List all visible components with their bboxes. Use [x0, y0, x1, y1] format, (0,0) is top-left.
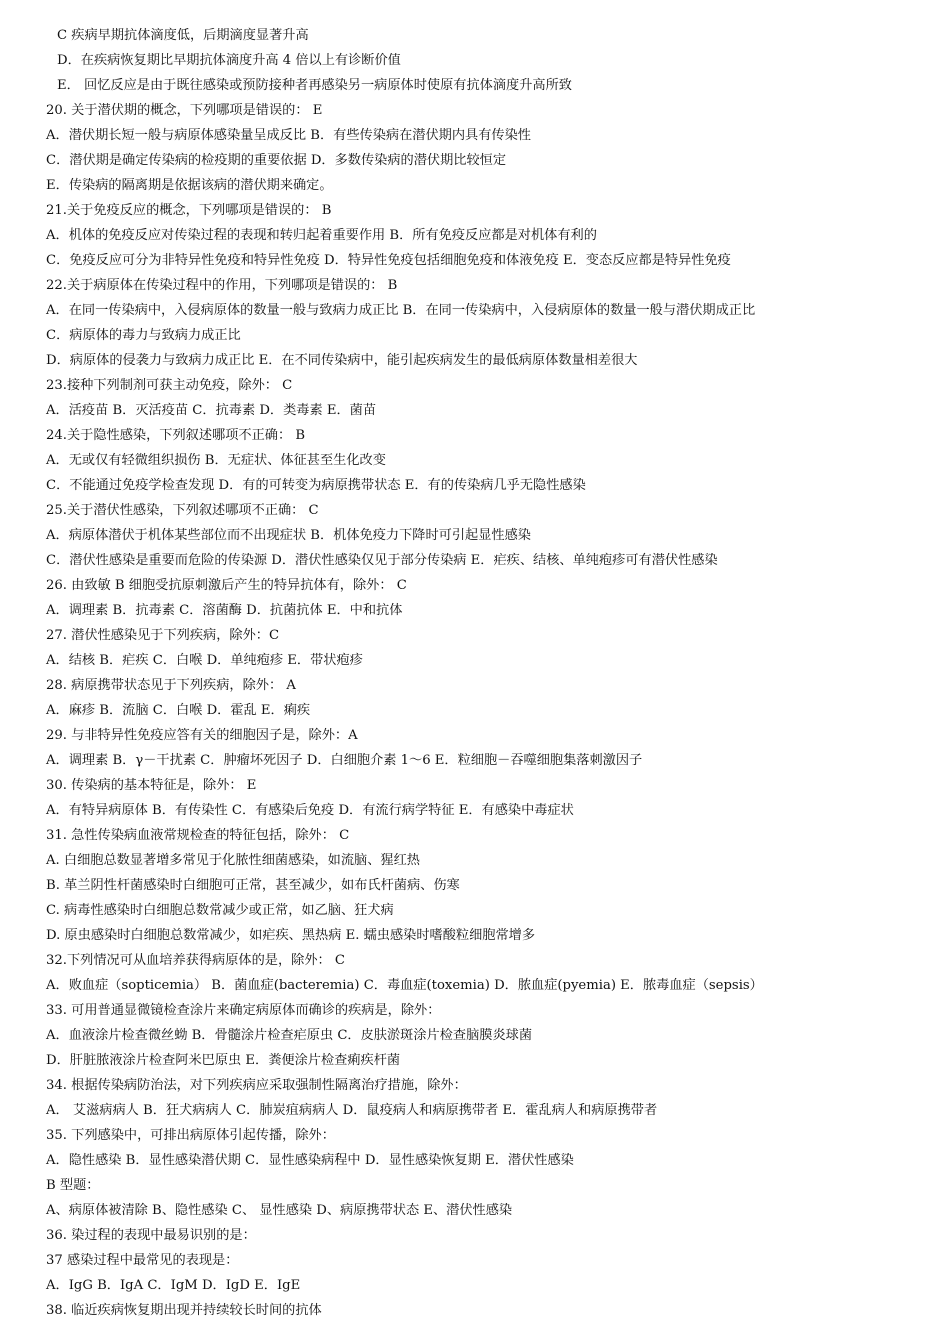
question-31: 31. 急性传染病血液常规检查的特征包括，除外： C: [46, 828, 350, 843]
question-21: 21.关于免疫反应的概念，下列哪项是错误的： B: [46, 203, 332, 218]
text-line: A．IgG B．IgA C．IgM D．IgD E．IgE: [46, 1278, 301, 1293]
question-30: 30. 传染病的基本特征是，除外： E: [46, 778, 257, 793]
text-line: A．活疫苗 B．灭活疫苗 C．抗毒素 D．类毒素 E．菌苗: [46, 403, 377, 418]
text-line: C．潜伏性感染是重要而危险的传染源 D．潜伏性感染仅见于部分传染病 E．疟疾、结核、单纯疱疹可有潜伏性感染: [46, 553, 718, 568]
text-line: C 疾病早期抗体滴度低，后期滴度显著升高: [57, 28, 309, 43]
text-line: A．病原体潜伏于机体某些部位而不出现症状 B．机体免疫力下降时可引起显性感染: [46, 528, 531, 543]
question-26: 26. 由致敏 B 细胞受抗原刺激后产生的特异抗体有，除外： C: [46, 578, 407, 593]
text-line: A．有特异病原体 B．有传染性 C．有感染后免疫 D．有流行病学特征 E．有感染中毒症状: [46, 803, 574, 818]
question-32: 32.下列情况可从血培养获得病原体的是，除外： C: [46, 953, 346, 968]
text-line: A．血液涂片检查微丝蚴 B．骨髓涂片检查疟原虫 C．皮肤淤斑涂片检查脑膜炎球菌: [46, 1028, 533, 1043]
question-27: 27. 潜伏性感染见于下列疾病，除外：C: [46, 628, 280, 643]
text-line: A．调理素 B．γ－干扰素 C．肿瘤坏死因子 D．白细胞介素 1～6 E．粒细胞－吞噬细胞集落刺激因子: [46, 753, 643, 768]
text-line: A．结核 B．疟疾 C．白喉 D．单纯疱疹 E．带状疱疹: [46, 653, 363, 668]
question-25: 25.关于潜伏性感染，下列叙述哪项不正确： C: [46, 503, 319, 518]
text-line: E．传染病的隔离期是依据该病的潜伏期来确定。: [46, 178, 333, 193]
question-33: 33. 可用普通显微镜检查涂片来确定病原体而确诊的疾病是，除外：: [46, 1003, 441, 1018]
text-line: E． 回忆反应是由于既往感染或预防接种者再感染另一病原体时使原有抗体滴度升高所致: [57, 78, 572, 93]
question-23: 23.接种下列制剂可获主动免疫，除外： C: [46, 378, 293, 393]
text-line: A．在同一传染病中，入侵病原体的数量一般与致病力成正比 B．在同一传染病中，入侵病原体的数量一般与潜伏期成正比: [46, 303, 756, 318]
text-line: A. 白细胞总数显著增多常见于化脓性细菌感染，如流脑、猩红热: [46, 853, 420, 868]
question-34: 34. 根据传染病防治法，对下列疾病应采取强制性隔离治疗措施，除外：: [46, 1078, 467, 1093]
text-line: A．调理素 B．抗毒素 C．溶菌酶 D．抗菌抗体 E．中和抗体: [46, 603, 403, 618]
question-28: 28. 病原携带状态见于下列疾病，除外： A: [46, 678, 296, 693]
text-line: A、病原体被清除 B、隐性感染 C、 显性感染 D、病原携带状态 E、潜伏性感染: [46, 1203, 513, 1218]
question-35: 35. 下列感染中，可排出病原体引起传播，除外：: [46, 1128, 335, 1143]
text-line: A．败血症（sopticemia） B．菌血症(bacteremia) C．毒血症(toxemia) D．脓血症(pyemia) E．脓毒血症（sepsis）: [46, 978, 763, 993]
text-line: B. 革兰阴性杆菌感染时白细胞可正常，甚至减少，如布氏杆菌病、伤寒: [46, 878, 460, 893]
text-line: D．在疾病恢复期比早期抗体滴度升高 4 倍以上有诊断价值: [57, 53, 401, 68]
question-20: 20. 关于潜伏期的概念，下列哪项是错误的： E: [46, 103, 323, 118]
text-line: C. 病毒性感染时白细胞总数常减少或正常，如乙脑、狂犬病: [46, 903, 394, 918]
question-36: 36. 染过程的表现中最易识别的是：: [46, 1228, 256, 1243]
text-line: C．病原体的毒力与致病力成正比: [46, 328, 241, 343]
question-24: 24.关于隐性感染，下列叙述哪项不正确： B: [46, 428, 306, 443]
question-38: 38. 临近疾病恢复期出现并持续较长时间的抗体: [46, 1303, 322, 1318]
section-heading: B 型题：: [46, 1178, 100, 1193]
question-29: 29. 与非特异性免疫应答有关的细胞因子是，除外：A: [46, 728, 358, 743]
question-37: 37 感染过程中最常见的表现是：: [46, 1253, 239, 1268]
text-line: A．麻疹 B．流脑 C．白喉 D．霍乱 E．痢疾: [46, 703, 311, 718]
text-line: D．病原体的侵袭力与致病力成正比 E．在不同传染病中，能引起疾病发生的最低病原体数量相差很大: [46, 353, 638, 368]
text-line: C．潜伏期是确定传染病的检疫期的重要依据 D．多数传染病的潜伏期比较恒定: [46, 153, 507, 168]
text-line: A．机体的免疫反应对传染过程的表现和转归起着重要作用 B．所有免疫反应都是对机体有利的: [46, 228, 597, 243]
text-line: A．潜伏期长短一般与病原体感染量呈成反比 B．有些传染病在潜伏期内具有传染性: [46, 128, 531, 143]
question-22: 22.关于病原体在传染过程中的作用，下列哪项是错误的： B: [46, 278, 398, 293]
text-line: A． 艾滋病病人 B．狂犬病病人 C．肺炭疽病病人 D．鼠疫病人和病原携带者 E．霍乱病人和病原携带者: [46, 1103, 658, 1118]
text-line: A．无或仅有轻微组织损伤 B．无症状、体征甚至生化改变: [46, 453, 386, 468]
text-line: D．肝脏脓液涂片检查阿米巴原虫 E．粪便涂片检查痢疾杆菌: [46, 1053, 401, 1068]
text-line: D. 原虫感染时白细胞总数常减少，如疟疾、黑热病 E. 蠕虫感染时嗜酸粒细胞常增多: [46, 928, 536, 943]
text-line: C．不能通过免疫学检查发现 D．有的可转变为病原携带状态 E．有的传染病几乎无隐性感染: [46, 478, 586, 493]
text-line: A．隐性感染 B．显性感染潜伏期 C．显性感染病程中 D．显性感染恢复期 E．潜伏性感染: [46, 1153, 574, 1168]
text-line: C．免疫反应可分为非特异性免疫和特异性免疫 D．特异性免疫包括细胞免疫和体液免疫 E．变态反应都是特异性免疫: [46, 253, 731, 268]
